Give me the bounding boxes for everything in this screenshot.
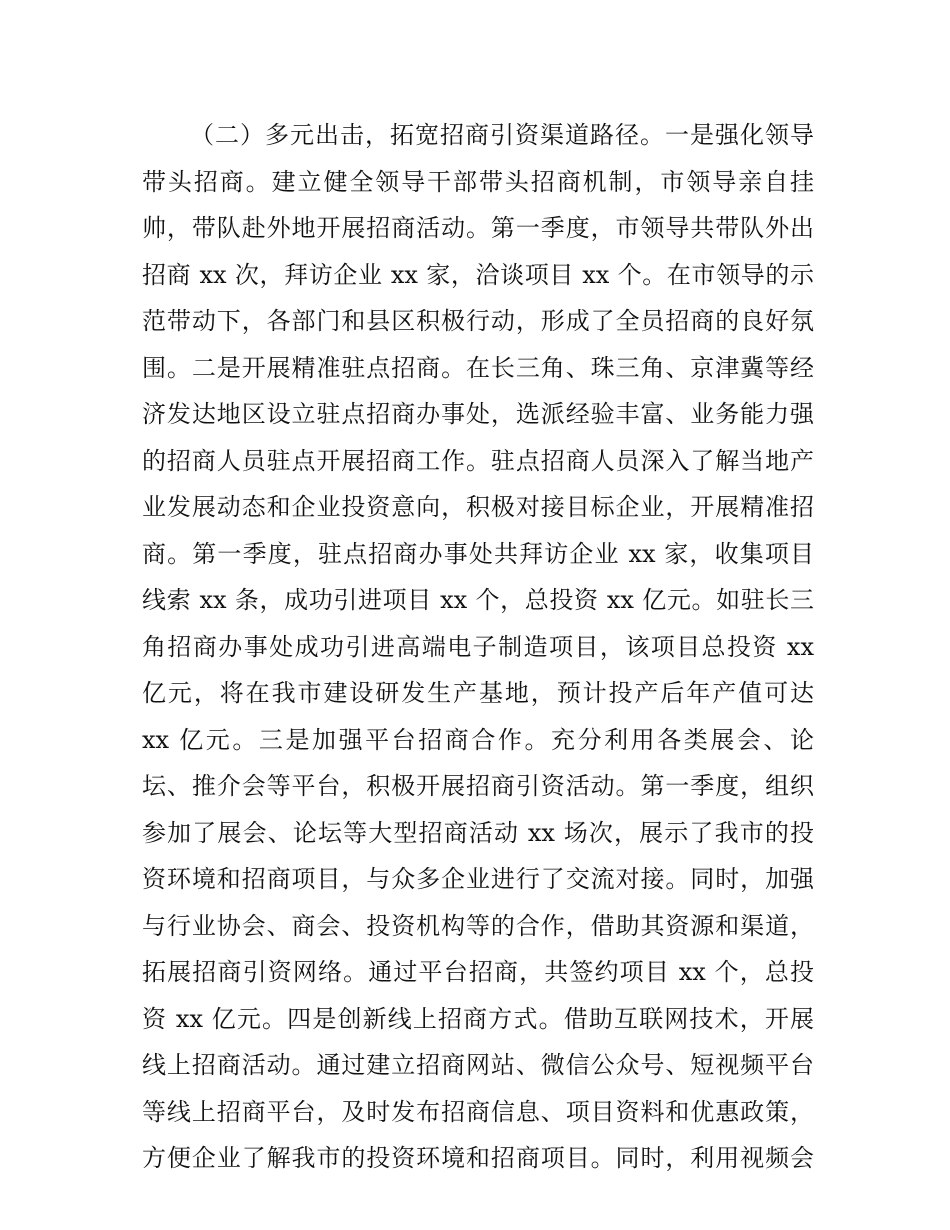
paragraph-line: 等线上招商平台，及时发布招商信息、项目资料和优惠政策， (142, 1097, 814, 1126)
body-paragraph (142, 112, 814, 1182)
paragraph-line: 亿元，将在我市建设研发生产基地，预计投产后年产值可达 (142, 679, 814, 707)
paragraph-line: 与行业协会、商会、投资机构等的合作，借助其资源和渠道， (142, 911, 814, 940)
paragraph-line: 坛、推介会等平台，积极开展招商引资活动。第一季度，组织 (142, 772, 814, 800)
paragraph-line: 范带动下，各部门和县区积极行动，形成了全员招商的良好氛 (142, 307, 814, 335)
paragraph-line: 商。第一季度，驻点招商办事处共拜访企业 xx 家，收集项目 (142, 539, 814, 568)
paragraph-line: xx 亿元。三是加强平台招商合作。充分利用各类展会、论 (142, 725, 814, 754)
paragraph-line: 角招商办事处成功引进高端电子制造项目，该项目总投资 xx (142, 632, 814, 661)
paragraph-line: 招商 xx 次，拜访企业 xx 家，洽谈项目 xx 个。在市领导的示 (142, 260, 814, 289)
paragraph-line: 方便企业了解我市的投资环境和招商项目。同时，利用视频会 (142, 1144, 814, 1172)
paragraph-line: 资 xx 亿元。四是创新线上招商方式。借助互联网技术，开展 (142, 1004, 814, 1033)
paragraph-line: 业发展动态和企业投资意向，积极对接目标企业，开展精准招 (142, 493, 814, 521)
paragraph-line: 拓展招商引资网络。通过平台招商，共签约项目 xx 个，总投 (142, 958, 814, 986)
paragraph-line: 帅，带队赴外地开展招商活动。第一季度，市领导共带队外出 (142, 214, 814, 242)
paragraph-line: 围。二是开展精准驻点招商。在长三角、珠三角、京津冀等经 (142, 353, 814, 382)
paragraph-line: 线上招商活动。通过建立招商网站、微信公众号、短视频平台 (142, 1051, 814, 1079)
paragraph-line: 参加了展会、论坛等大型招商活动 xx 场次，展示了我市的投 (142, 818, 814, 847)
paragraph-line: 的招商人员驻点开展招商工作。驻点招商人员深入了解当地产 (142, 446, 814, 475)
paragraph-line: 济发达地区设立驻点招商办事处，选派经验丰富、业务能力强 (142, 400, 814, 428)
paragraph-line: 带头招商。建立健全领导干部带头招商机制，市领导亲自挂 (142, 167, 814, 196)
paragraph-line: （二）多元出击，拓宽招商引资渠道路径。一是强化领导 (190, 121, 814, 149)
paragraph-line: 资环境和招商项目，与众多企业进行了交流对接。同时，加强 (142, 865, 814, 893)
paragraph-line: 线索 xx 条，成功引进项目 xx 个，总投资 xx 亿元。如驻长三 (142, 586, 814, 614)
